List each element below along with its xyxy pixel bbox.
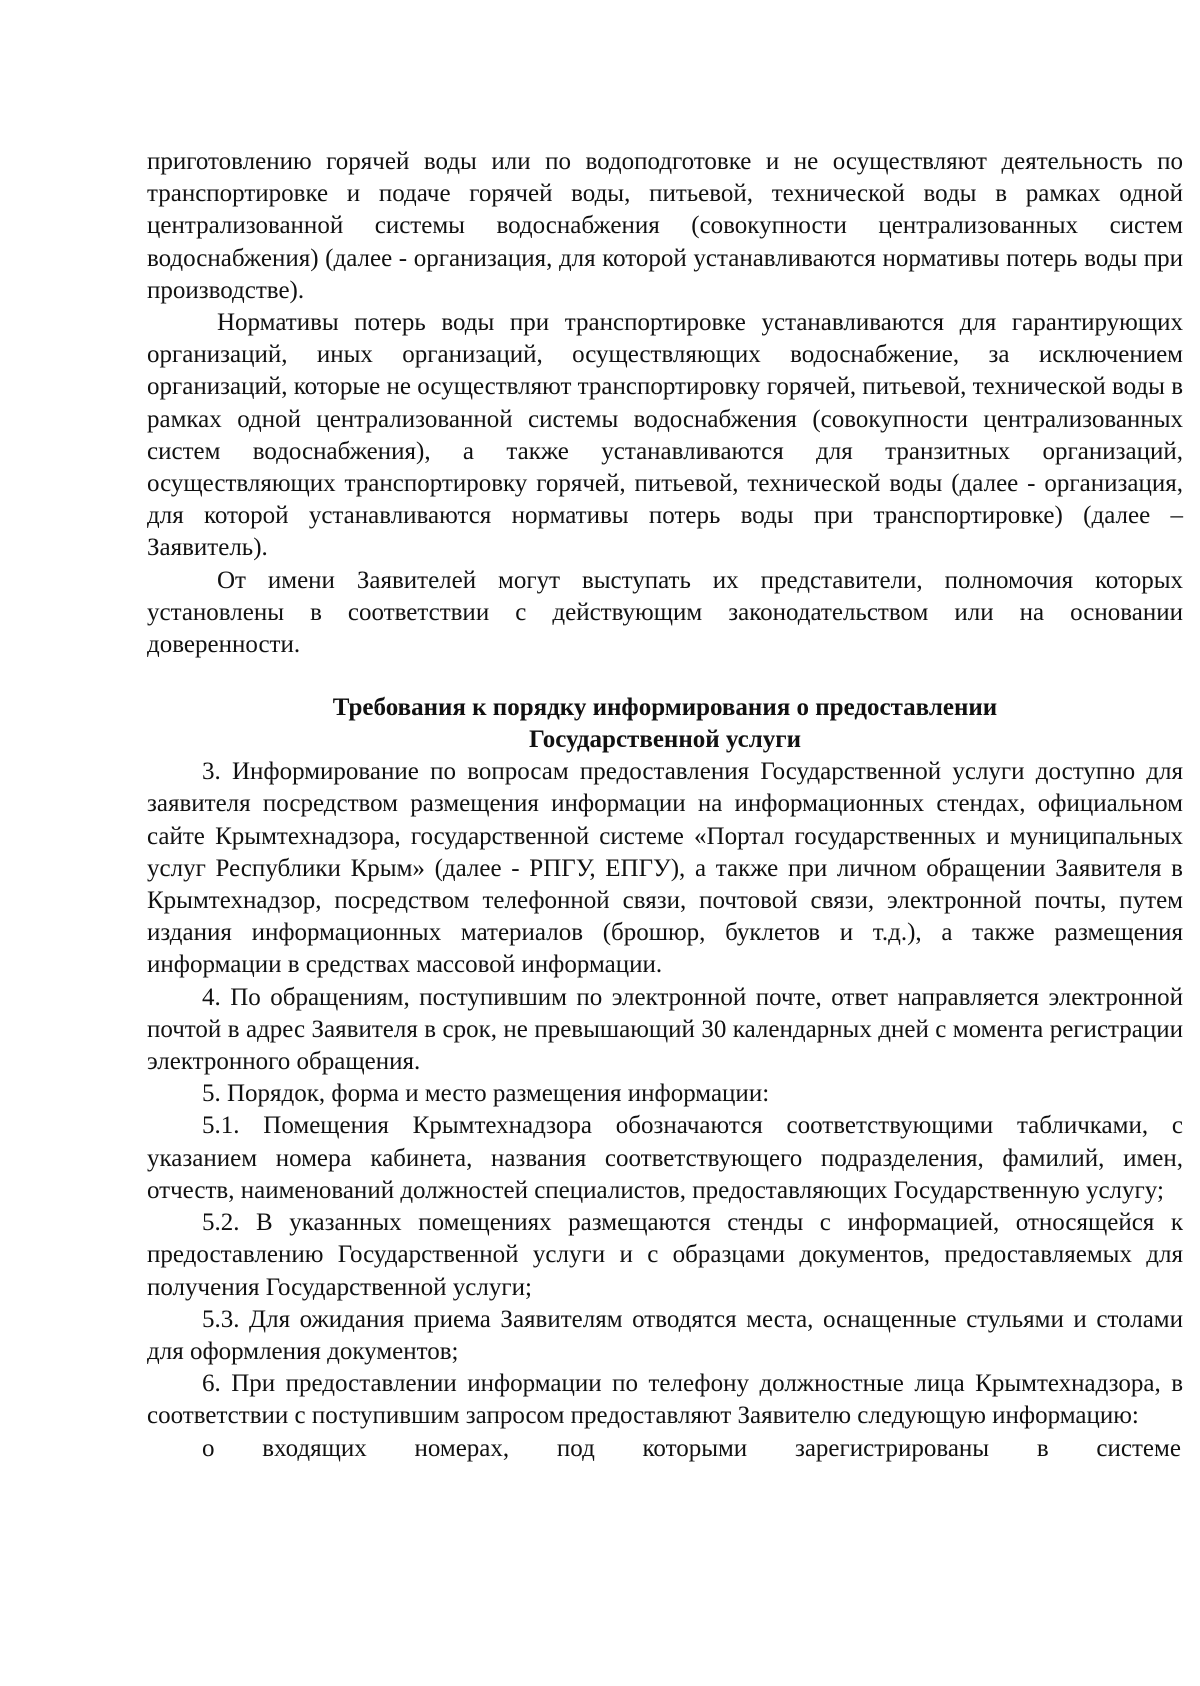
last-line-word: номерах,	[414, 1434, 510, 1462]
list-item-6: 6. При предоставлении информации по телефону должностные лица Крымтехнадзора, в соответствии с поступившим запросом предоставляют Заявителю следующую информацию:	[147, 1370, 1183, 1430]
paragraph-representatives: От имени Заявителей могут выступать их представители, полномочия которых установлены в соответствии с действующим законодательством или на основании доверенности.	[147, 566, 1183, 659]
list-item-5-3: 5.3. Для ожидания приема Заявителям отводятся места, оснащенные стульями и столами для оформления документов;	[147, 1305, 1183, 1365]
last-line-word: входящих	[262, 1434, 367, 1462]
document-body	[147, 146, 1183, 1465]
last-line-word: зарегистрированы	[794, 1434, 990, 1462]
paragraph-transport-norms: Нормативы потерь воды при транспортировке устанавливаются для гарантирующих организаций, иных организаций, осуществляющих водоснабжение, за исключением организаций, которые не осуществляют транспортировку горячей, питьевой, технической воды в рамках одной централизованной системы водоснабжения (совокупности централизованных систем водоснабжения), а также устанавливаются для транзитных организаций, осуществляющих транспортировку горячей, питьевой, технической воды (далее - организация, для которой устанавливаются нормативы потерь воды при транспортировке) (далее – Заявитель).	[147, 309, 1183, 562]
section-heading	[147, 692, 1183, 756]
last-line-word: в	[1036, 1434, 1049, 1462]
last-line-word: под	[556, 1434, 595, 1462]
paragraph-continuation: приготовлению горячей воды или по водоподготовке и не осуществляют деятельность по транспортировке и подаче горячей воды, питьевой, технической воды в рамках одной централизованной системы водоснабжения (совокупности централизованных систем водоснабжения) (далее - организация, для которой устанавливаются нормативы потерь воды при производстве).	[147, 148, 1183, 304]
list-item-5-2: 5.2. В указанных помещениях размещаются стенды с информацией, относящейся к предоставлению Государственной услуги и с образцами документов, предоставляемых для получения Государственной услуги;	[147, 1209, 1183, 1301]
last-line-word: системе	[1096, 1434, 1181, 1462]
section-heading-line-1: Требования к порядку информирования о предоставлении	[332, 694, 998, 722]
list-item-5-1: 5.1. Помещения Крымтехнадзора обозначаются соответствующими табличками, с указанием номера кабинета, названия соответствующего подразделения, фамилий, имен, отчеств, наименований должностей специалистов, предоставляющих Государственную услугу;	[147, 1112, 1183, 1204]
list-item-5: 5. Порядок, форма и место размещения информации:	[202, 1080, 770, 1108]
last-line-word: которыми	[642, 1434, 748, 1462]
last-line-word: о	[202, 1434, 215, 1462]
list-item-3: 3. Информирование по вопросам предоставления Государственной услуги доступно для заявителя посредством размещения информации на информационных стендах, официальном сайте Крымтехнадзора, государственной системе «Портал государственных и муниципальных услуг Республики Крым» (далее - РПГУ, ЕПГУ), а также при личном обращении Заявителя в Крымтехнадзор, посредством телефонной связи, почтовой связи, электронной почты, путем издания информационных материалов (брошюр, буклетов и т.д.), а также размещения информации в средствах массовой информации.	[147, 758, 1183, 979]
truncated-last-line	[147, 1433, 1183, 1465]
section-heading-line-2: Государственной услуги	[529, 726, 801, 754]
list-item-4: 4. По обращениям, поступившим по электронной почте, ответ направляется электронной почтой в адрес Заявителя в срок, не превышающий 30 календарных дней с момента регистрации электронного обращения.	[147, 983, 1183, 1076]
